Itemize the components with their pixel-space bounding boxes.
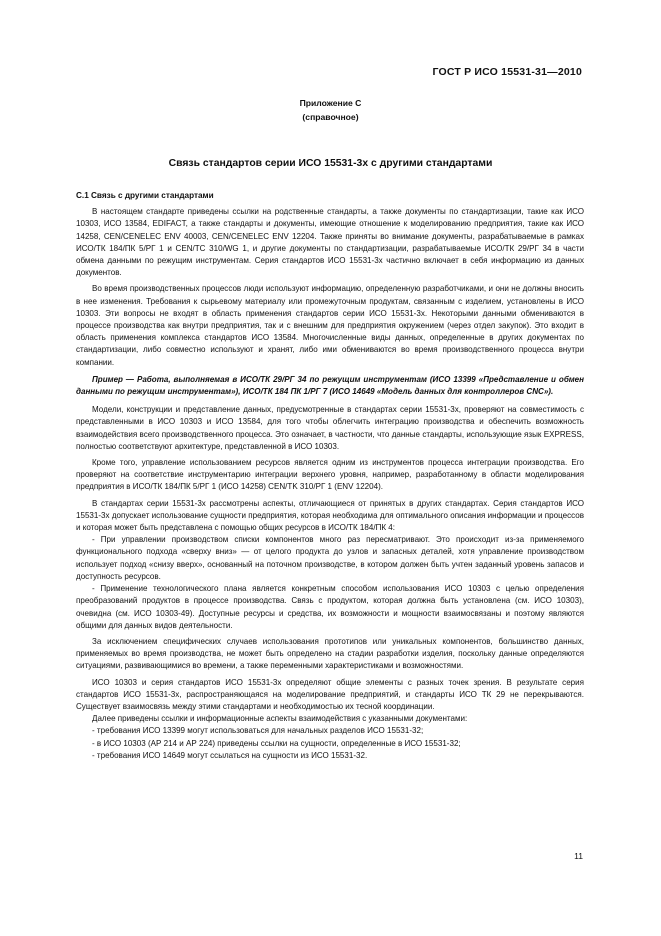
list-item: - требования ИСО 14649 могут ссылаться на сущности из ИСО 15531-32. (92, 750, 368, 760)
example-note: Пример — Работа, выполняемая в ИСО/ТК 29/РГ 34 по режущим инструментам (ИСО 13399 «Представление и обмен данными по режущим инструментам»), ИСО/ТК 184 ПК 1/РГ 7 (ИСО 14649 «Модель данных для контроллеров CNC»). (76, 374, 584, 397)
list-intro: Далее приведены ссылки и информационные аспекты взаимодействия с указанными документами: (92, 714, 468, 724)
page-number: 11 (574, 851, 583, 861)
paragraph: В стандартах серии 15531-3х рассмотрены аспекты, отличающиеся от принятых в других стандартах. Серия стандартов ИСО 15531-3х допускает использование сущности предприятия, которая необходима для оптимального описания информации и процессов и которая может быть представлена с помощью общих ресурсов в ИСО/ТК 184/ПК 4: (76, 498, 584, 533)
list-item: - требования ИСО 13399 могут использоваться для начальных разделов ИСО 15531-32; (92, 726, 424, 736)
paragraph: В настоящем стандарте приведены ссылки на родственные стандарты, а также документы по стандартизации, такие как ИСО 10303, ИСО 13584, EDIFACT, а также стандарты и документы, имеющие отношение к моделированию предприятия, такие как ИСО 14258, CEN/CENELEC ENV 40003, CEN/CENELEC ENV 12204. Также приняты во внимание документы, разрабатываемые в рамках ИСО/ТК 184/ПК 5/РГ 1 и CEN/TC 310/WG 1, и другие документы по стандартизации, разрабатываемые ИСО/ТК 29/РГ 34 в части обмена данными по режущим инструментам. Серия стандартов ИСО 15531-3х частично включает в себя информацию из данных документов. (76, 207, 584, 278)
paragraph: За исключением специфических случаев использования прототипов или уникальных компонентов, большинство данных, применяемых во время производства, не может быть определено на стадии разработки изделия, поскольку данные определяются ситуациями, развивающимися во времени, а также переменными характеристиками и возможностями. (76, 636, 584, 671)
paragraph: Во время производственных процессов люди используют информацию, определенную разработчиками, и они не должны вносить в нее изменения. Требования к сырьевому материалу или промежуточным продуктам, связанным с изделием, установлены в ИСО 10303. Эти вопросы не входят в область применения стандартов серии ИСО 15531-3х. Некоторыми данными обмениваются в процессе производства как внутри предприятия, так и с внешним для предприятия окружением (через отдел закупок). Это входит в область применения комплекса стандартов ИСО 13584. Многочисленные виды данных, определенные в других документах по стандартизации, либо совместно используют и хранят, либо ими обмениваются во время производственного процесса внутри компании. (76, 284, 584, 367)
list-item: - в ИСО 10303 (АР 214 и АР 224) приведены ссылки на сущности, определенные в ИСО 15531-32; (92, 738, 461, 748)
document-body (76, 190, 584, 762)
annex-heading (0, 96, 661, 124)
list-paragraph: - Применение технологического плана является конкретным способом использования ИСО 10303 с целью определения преобразований продуктов в процессе производства. Связь с продуктом, которая должна быть установлена (см. ИСО 10303), очевидна (см. ИСО 10303-49). Доступные ресурсы и средства, их возможности и мощности взаимосвязаны и поэтому являются общими для данных видов деятельности. (76, 584, 584, 630)
document-code: ГОСТ Р ИСО 15531-31—2010 (432, 66, 582, 78)
paragraph: ИСО 10303 и серия стандартов ИСО 15531-3х определяют общие элементы с разных точек зрения. В результате серия стандартов ИСО 15531-3х, распространяющаяся на моделирование предприятий, и стандарты ИСО ТК 29 не перекрываются. Существует взаимосвязь между этими стандартами и необходимостью их тесной координации. (76, 677, 584, 711)
annex-subtitle: (справочное) (302, 112, 359, 122)
paragraph: Кроме того, управление использованием ресурсов является одним из инструментов процесса интеграции производства. Его проверяют на соответствие инструментарию интеграции верхнего уровня, например, разработанному в области моделирования предприятия в ИСО/ТК 184/ПК 5/РГ 1 (ИСО 14258) CEN/TK 310/РГ 1 (ENV 12204). (76, 458, 584, 492)
page-title: Связь стандартов серии ИСО 15531-3х с другими стандартами (168, 158, 493, 169)
list-paragraph: - При управлении производством списки компонентов много раз пересматривают. Это происходит из-за применяемого функционального подхода «сверху вниз» — от целого продукта до узлов и запасных деталей, хотя управление производством использует подход «снизу вверх», основанный на поточном производстве, в котором должен быть учтен заданный уровень запасов и доступность ресурсов. (76, 535, 584, 581)
annex-title: Приложение С (299, 98, 362, 108)
section-heading: С.1 Связь с другими стандартами (76, 191, 214, 200)
paragraph: Модели, конструкции и представление данных, предусмотренные в стандартах серии 15531-3х, проверяют на совместимость с представленными в ИСО 10303 и ИСО 13584, для того чтобы облегчить интеграцию производства и обеспечить возможность взаимодействия всего производственного процесса. Это означает, в частности, что данные стандарты, использующие язык EXPRESS, полностью соответствуют архитектуре, представленной в ИСО 10303. (76, 405, 584, 451)
